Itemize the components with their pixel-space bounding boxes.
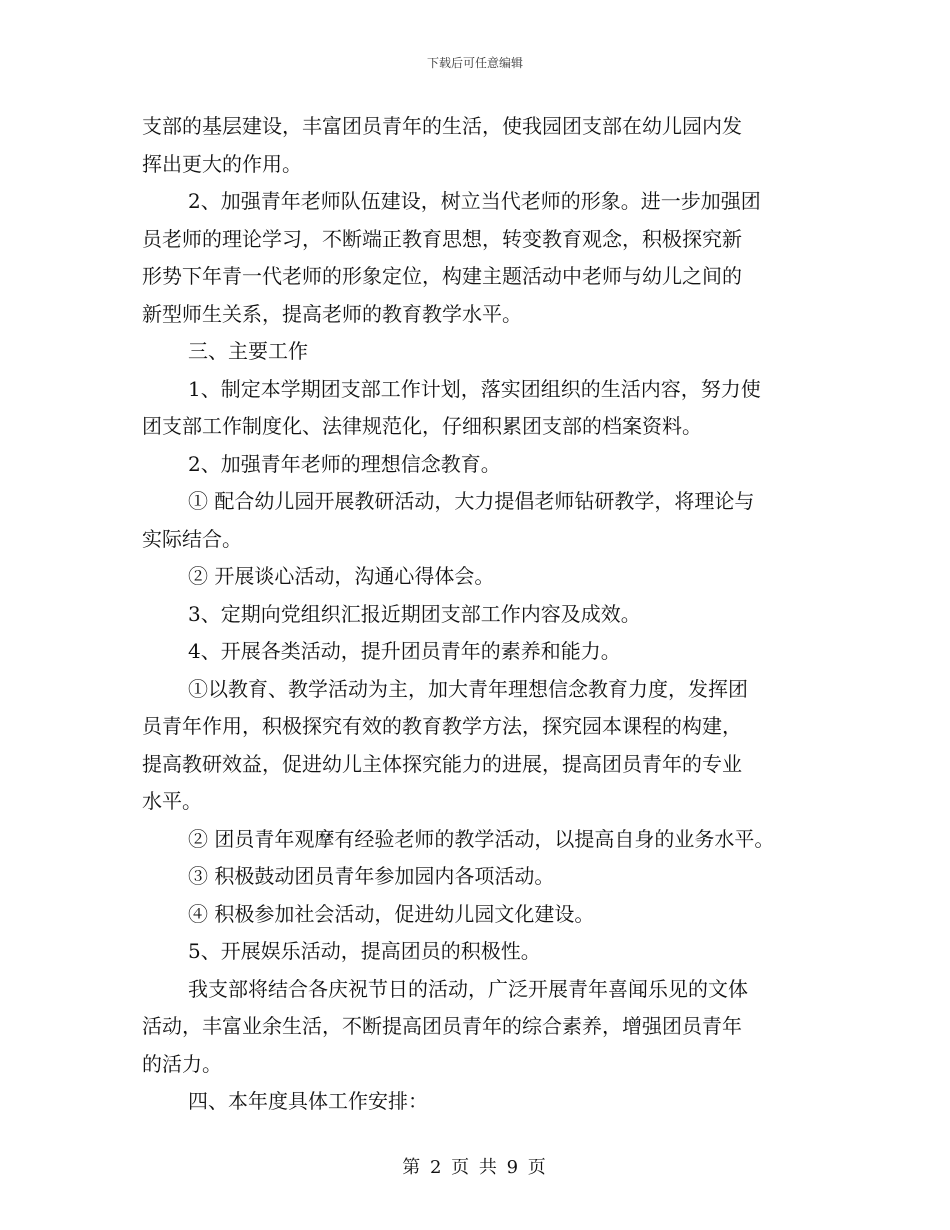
text-line: 挥出更大的作用。 [142,151,302,176]
text-line: 1、制定本学期团支部工作计划，落实团组织的生活内容，努力使 [188,376,761,401]
text-line: 新型师生关系，提高老师的教育教学水平。 [142,301,522,326]
text-line: 实际结合。 [142,526,242,551]
page-footer: 第 2 页 共 9 页 [402,1157,548,1178]
text-line: 2、加强青年老师队伍建设，树立当代老师的形象。进一步加强团 [188,189,761,213]
text-line: 活动，丰富业余生活，不断提高团员青年的综合素养，增强团员青年 [142,1014,742,1038]
text-line: 我支部将结合各庆祝节日的活动，广泛开展青年喜闻乐见的文体 [188,976,748,1001]
text-line: 水平。 [142,789,202,813]
text-line: 四、本年度具体工作安排： [188,1089,428,1113]
text-line: 提高教研效益，促进幼儿主体探究能力的进展，提高团员青年的专业 [142,751,742,776]
text-line: ① 配合幼儿园开展教研活动，大力提倡老师钻研教学，将理论与 [188,489,755,513]
text-line: 形势下年青一代老师的形象定位，构建主题活动中老师与幼儿之间的 [142,264,742,288]
page-header: 下载后可任意编辑 [426,56,523,70]
text-line: ③ 积极鼓动团员青年参加园内各项活动。 [188,864,555,888]
text-line: 4、开展各类活动，提升团员青年的素养和能力。 [188,639,621,663]
text-line: ①以教育、教学活动为主，加大青年理想信念教育力度，发挥团 [188,676,748,701]
document-body [142,108,832,1121]
text-line: 的活力。 [142,1051,222,1076]
text-line: 员青年作用，积极探究有效的教育教学方法，探究园本课程的构建， [142,714,742,738]
text-line: 三、主要工作 [188,339,308,363]
text-line: 团支部工作制度化、法律规范化，仔细积累团支部的档案资料。 [142,414,702,438]
text-line: 2、加强青年老师的理想信念教育。 [188,451,501,476]
text-line: 5、开展娱乐活动，提高团员的积极性。 [188,939,541,963]
text-line: ④ 积极参加社会活动，促进幼儿园文化建设。 [188,901,595,926]
text-line: 3、定期向党组织汇报近期团支部工作内容及成效。 [188,601,641,626]
text-line: ② 开展谈心活动，沟通心得体会。 [188,564,495,588]
text-line: 员老师的理论学习，不断端正教育思想，转变教育观念，积极探究新 [142,226,742,251]
text-line: 支部的基层建设，丰富团员青年的生活，使我园团支部在幼儿园内发 [142,114,742,138]
text-line: ② 团员青年观摩有经验老师的教学活动，以提高自身的业务水平。 [188,826,775,851]
